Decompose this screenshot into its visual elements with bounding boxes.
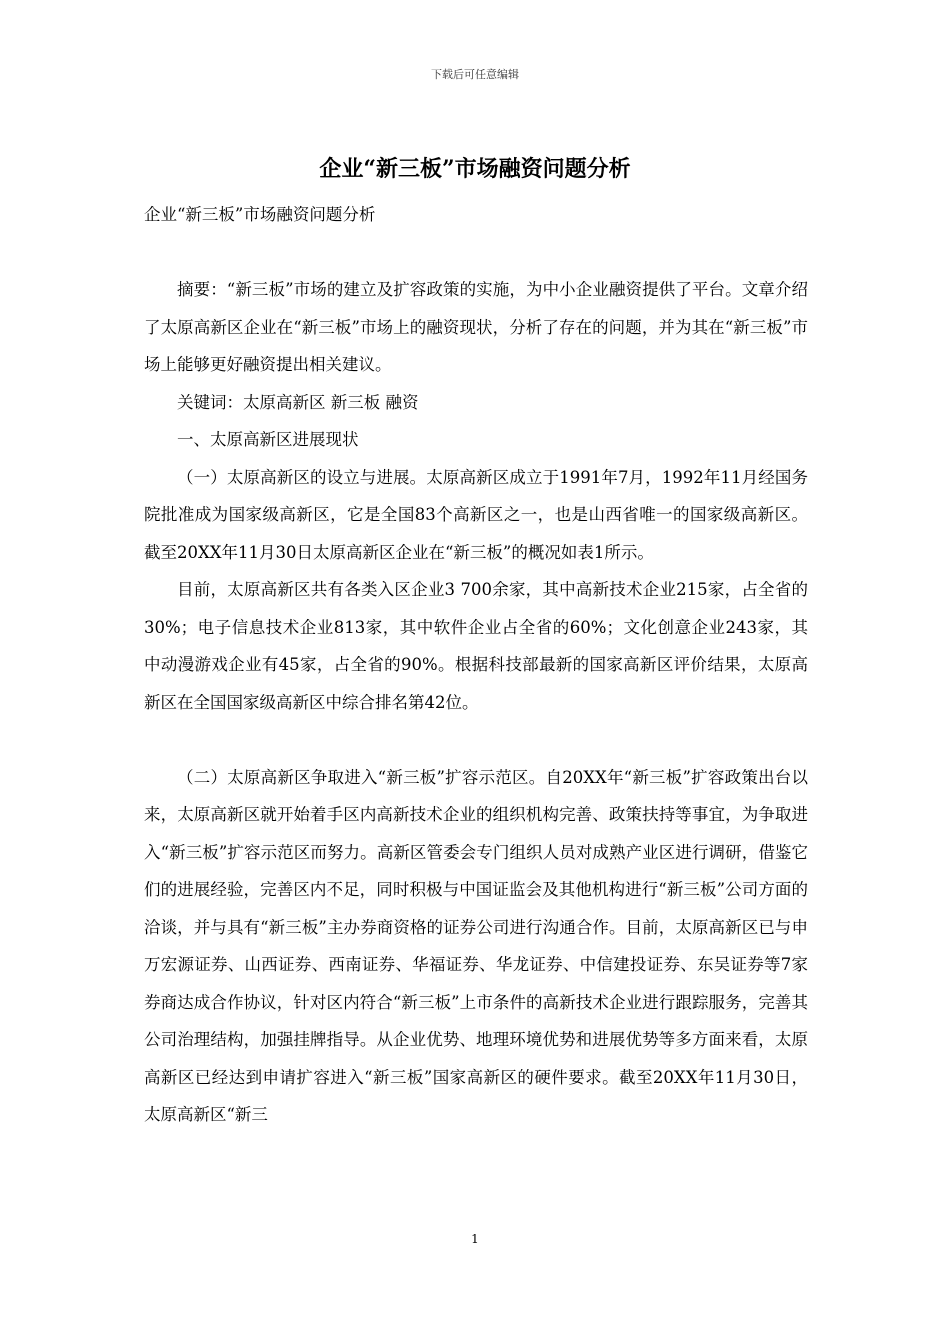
body-paragraph: （二）太原高新区争取进入“新三板”扩容示范区。自20XX年“新三板”扩容政策出台以来，太原高新区就开始着手区内高新技术企业的组织机构完善、政策扶持等事宜，为争取进入“新三板”扩容示范区而努力。高新区管委会专门组织人员对成熟产业区进行调研，借鉴它们的进展经验，完善区内不足，同时积极与中国证监会及其他机构进行“新三板”公司方面的洽谈，并与具有“新三板”主办券商资格的证券公司进行沟通合作。目前，太原高新区已与申万宏源证券、山西证券、西南证券、华福证券、华龙证券、中信建投证券、东吴证券等7家券商达成合作协议，针对区内符合“新三板”上市条件的高新技术企业进行跟踪服务，完善其公司治理结构，加强挂牌指导。从企业优势、地理环境优势和进展优势等多方面来看，太原高新区已经达到申请扩容进入“新三板”国家高新区的硬件要求。截至20XX年11月30日，太原高新区“新三 <box>144 767 808 1124</box>
body-paragraph: （一）太原高新区的设立与进展。太原高新区成立于1991年7月，1992年11月经国务院批准成为国家级高新区，它是全国83个高新区之一，也是山西省唯一的国家级高新区。截至20XX年11月30日太原高新区企业在“新三板”的概况如表1所示。 <box>144 467 808 562</box>
section-heading: 一、太原高新区进展现状 <box>177 430 359 449</box>
keywords-line: 关键词：太原高新区 新三板 融资 <box>177 392 419 412</box>
spacer <box>144 721 808 759</box>
abstract-paragraph: 摘要：“新三板”市场的建立及扩容政策的实施，为中小企业融资提供了平台。文章介绍了太原高新区企业在“新三板”市场上的融资现状，分析了存在的问题，并为其在“新三板”市场上能够更好融资提出相关建议。 <box>144 280 808 374</box>
page-number: 1 <box>471 1232 479 1246</box>
spacer <box>144 234 808 272</box>
page-header: 下载后可任意编辑 <box>431 68 519 81</box>
document-body <box>144 196 808 1134</box>
document-subtitle: 企业“新三板”市场融资问题分析 <box>144 205 376 224</box>
document-title: 企业“新三板”市场融资问题分析 <box>319 156 631 182</box>
body-paragraph: 目前，太原高新区共有各类入区企业3 700余家，其中高新技术企业215家，占全省的30%；电子信息技术企业813家，其中软件企业占全省的60%；文化创意企业243家，其中动漫游戏企业有45家，占全省的90%。根据科技部最新的国家高新区评价结果，太原高新区在全国国家级高新区中综合排名第42位。 <box>144 580 808 712</box>
